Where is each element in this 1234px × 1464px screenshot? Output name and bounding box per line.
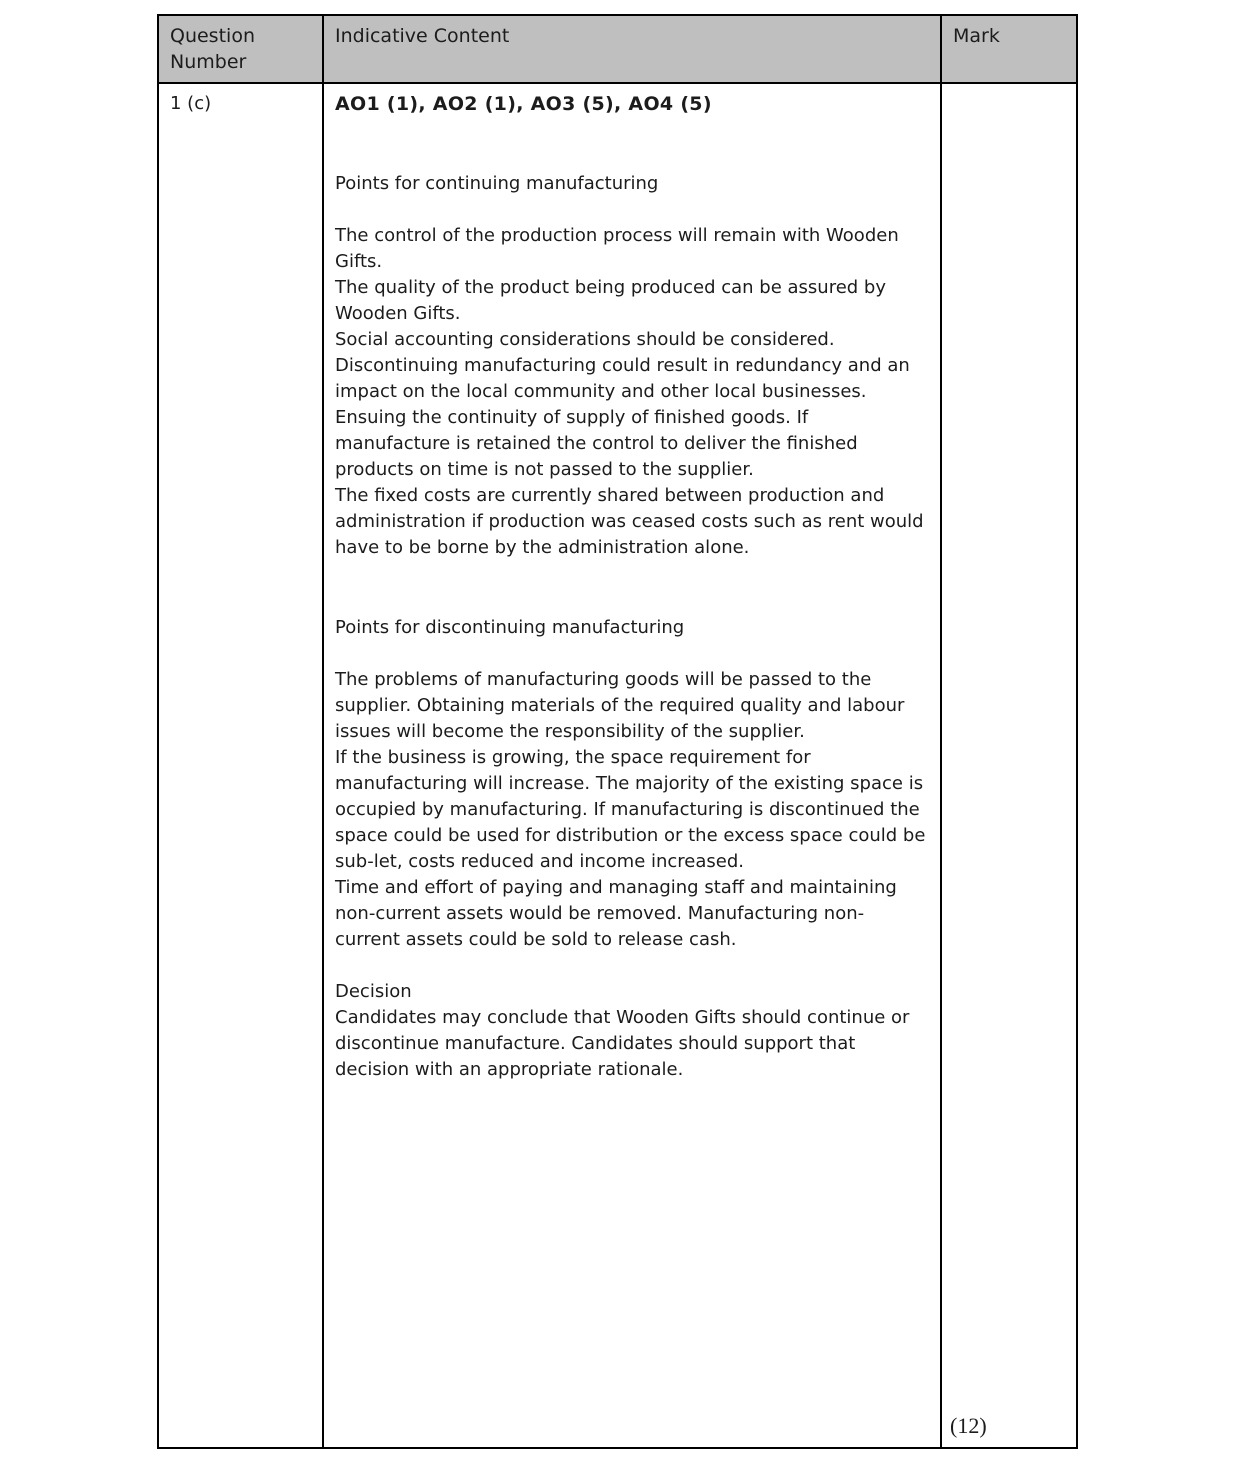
indicative-content-cell bbox=[323, 83, 941, 1448]
paragraph: The control of the production process will remain with Wooden Gifts. bbox=[335, 225, 899, 272]
paragraph: The problems of manufacturing goods will be passed to the supplier. Obtaining materials of the required quality and labour issues will become the responsibility of the supplier. bbox=[335, 669, 905, 742]
header-mark: Mark bbox=[941, 15, 1077, 83]
table-row bbox=[158, 83, 1077, 1448]
ao-summary: AO1 (1), AO2 (1), AO3 (5), AO4 (5) bbox=[335, 93, 712, 115]
mark-cell bbox=[941, 83, 1077, 1448]
paragraph: Ensuing the continuity of supply of finished goods. If manufacture is retained the control to deliver the finished products on time is not passed to the supplier. bbox=[335, 407, 858, 480]
mark-value: (12) bbox=[950, 1413, 987, 1438]
section-heading-discontinuing: Points for discontinuing manufacturing bbox=[335, 617, 685, 638]
paragraph: The fixed costs are currently shared between production and administration if production was ceased costs such as rent would have to be borne by the administration alone. bbox=[335, 485, 924, 558]
paragraph: Candidates may conclude that Wooden Gifts should continue or discontinue manufacture. Candidates should support that decision with an appropriate rationale. bbox=[335, 1007, 910, 1080]
paragraph: If the business is growing, the space requirement for manufacturing will increase. The majority of the existing space is occupied by manufacturing. If manufacturing is discontinued the space could be used for distribution or the excess space could be sub-let, costs reduced and income increased. bbox=[335, 747, 926, 872]
mark-scheme-page bbox=[157, 14, 1078, 1449]
paragraph: Social accounting considerations should be considered. Discontinuing manufacturing could result in redundancy and an impact on the local community and other local businesses. bbox=[335, 329, 910, 402]
mark-scheme-table bbox=[157, 14, 1078, 1449]
paragraph: Time and effort of paying and managing staff and maintaining non-current assets would be removed. Manufacturing non-current assets could be sold to release cash. bbox=[335, 877, 897, 950]
header-question-number: Question Number bbox=[158, 15, 323, 83]
paragraph: The quality of the product being produced can be assured by Wooden Gifts. bbox=[335, 277, 887, 324]
question-number-cell: 1 (c) bbox=[158, 83, 323, 1448]
section-heading-decision: Decision bbox=[335, 981, 412, 1002]
section-heading-continuing: Points for continuing manufacturing bbox=[335, 173, 659, 194]
header-indicative-content: Indicative Content bbox=[323, 15, 941, 83]
header-row bbox=[158, 15, 1077, 83]
